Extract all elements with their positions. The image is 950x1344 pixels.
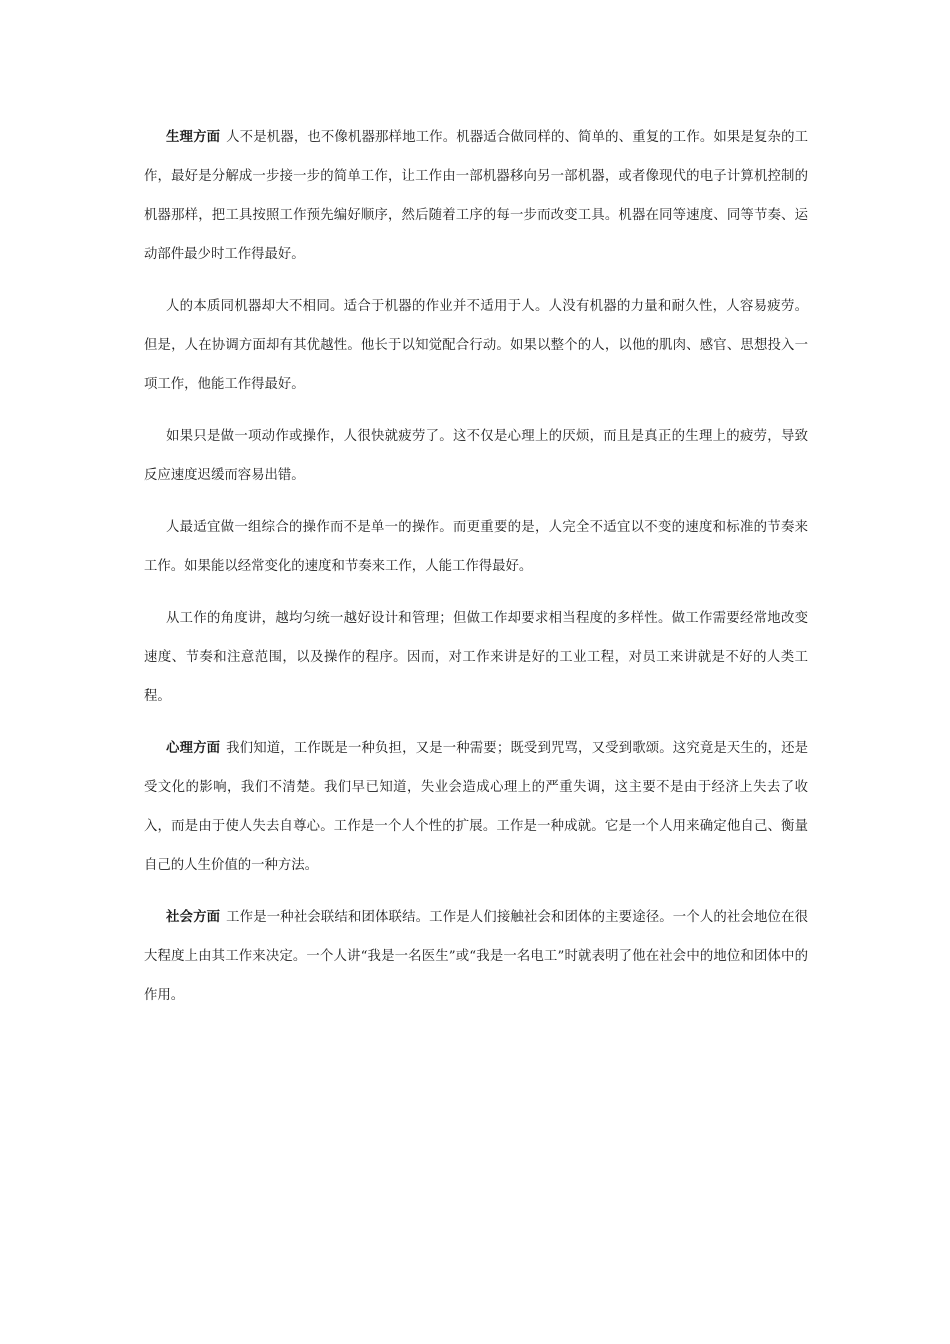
paragraph-text: 工作是一种社会联结和团体联结。工作是人们接触社会和团体的主要途径。一个人的社会地位在很大程度上由其工作来决定。一个人讲“我是一名医生”或“我是一名电工”时就表明了他在社会中的地位和团体中的作用。 bbox=[144, 910, 808, 1003]
paragraph-physiological bbox=[144, 118, 808, 274]
paragraph-fatigue bbox=[144, 417, 808, 495]
paragraph-human-nature bbox=[144, 287, 808, 404]
paragraph-text: 我们知道，工作既是一种负担，又是一种需要；既受到咒骂，又受到歌颂。这究竟是天生的，还是受文化的影响，我们不清楚。我们早已知道，失业会造成心理上的严重失调，这主要不是由于经济上失去了收入，而是由于使人失去自尊心。工作是一个人个性的扩展。工作是一种成就。它是一个人用来确定他自己、衡量自己的人生价值的一种方法。 bbox=[144, 741, 808, 873]
paragraph-variety bbox=[144, 599, 808, 716]
paragraph-text: 如果只是做一项动作或操作，人很快就疲劳了。这不仅是心理上的厌烦，而且是真正的生理上的疲劳，导致反应速度迟缓而容易出错。 bbox=[144, 429, 808, 483]
paragraph-social bbox=[144, 898, 808, 1015]
paragraph-combined-operations bbox=[144, 508, 808, 586]
paragraph-psychological bbox=[144, 729, 808, 885]
paragraph-text: 人最适宜做一组综合的操作而不是单一的操作。而更重要的是，人完全不适宜以不变的速度和标准的节奏来工作。如果能以经常变化的速度和节奏来工作，人能工作得最好。 bbox=[144, 520, 808, 574]
paragraph-text: 人的本质同机器却大不相同。适合于机器的作业并不适用于人。人没有机器的力量和耐久性，人容易疲劳。但是，人在协调方面却有其优越性。他长于以知觉配合行动。如果以整个的人，以他的肌肉、感官、思想投入一项工作，他能工作得最好。 bbox=[144, 299, 808, 392]
section-heading-social: 社会方面 bbox=[166, 910, 221, 925]
document-body bbox=[144, 118, 808, 1028]
section-heading-psychological: 心理方面 bbox=[166, 741, 221, 756]
paragraph-text: 人不是机器，也不像机器那样地工作。机器适合做同样的、简单的、重复的工作。如果是复杂的工作，最好是分解成一步接一步的简单工作，让工作由一部机器移向另一部机器，或者像现代的电子计算机控制的机器那样，把工具按照工作预先编好顺序，然后随着工序的每一步而改变工具。机器在同等速度、同等节奏、运动部件最少时工作得最好。 bbox=[144, 130, 808, 262]
section-heading-physiological: 生理方面 bbox=[166, 130, 221, 145]
paragraph-text: 从工作的角度讲，越均匀统一越好设计和管理；但做工作却要求相当程度的多样性。做工作需要经常地改变速度、节奏和注意范围，以及操作的程序。因而，对工作来讲是好的工业工程，对员工来讲就是不好的人类工程。 bbox=[144, 611, 808, 704]
